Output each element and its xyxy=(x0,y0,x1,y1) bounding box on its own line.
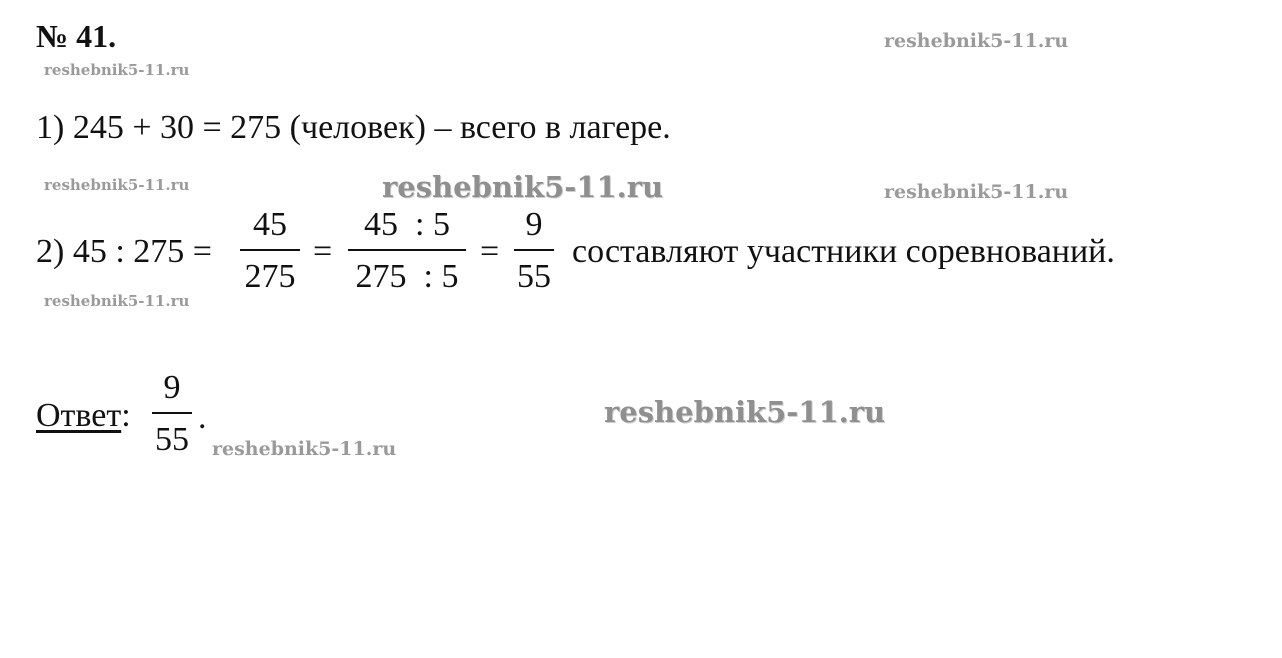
fraction-denominator: 55 xyxy=(155,421,189,458)
fraction-denominator: 275 xyxy=(244,258,296,295)
fraction-reduction xyxy=(348,205,466,297)
watermark-left-mid: reshebnik5-11.ru xyxy=(44,176,190,194)
watermark-left-low: reshebnik5-11.ru xyxy=(44,292,190,310)
fraction-denominator: 55 xyxy=(517,258,551,295)
answer-colon: : xyxy=(121,397,131,434)
watermark-answer-small: reshebnik5-11.ru xyxy=(212,438,397,460)
answer-label-row xyxy=(36,396,131,436)
fraction-numerator: 45 xyxy=(253,206,287,243)
answer-label: Ответ xyxy=(36,397,122,434)
step-1-line: 1) 245 + 30 = 275 (человек) – всего в лагере. xyxy=(36,109,671,146)
watermark-top-right: reshebnik5-11.ru xyxy=(884,30,1069,52)
watermark-center-big: reshebnik5-11.ru xyxy=(382,170,664,204)
fraction-9-over-55 xyxy=(514,205,554,297)
watermark-answer-big: reshebnik5-11.ru xyxy=(604,395,886,429)
step-2-suffix: составляют участники соревнований. xyxy=(572,233,1115,270)
equals-sign-2: = xyxy=(480,233,500,270)
fraction-denominator: 275 : 5 xyxy=(355,258,459,295)
fraction-numerator: 9 xyxy=(163,369,181,406)
fraction-45-over-275 xyxy=(240,205,300,297)
watermark-below-title: reshebnik5-11.ru xyxy=(44,61,190,79)
answer-fraction xyxy=(152,368,192,460)
equals-sign-1: = xyxy=(313,233,333,270)
fraction-numerator: 9 xyxy=(525,206,543,243)
watermark-right-mid: reshebnik5-11.ru xyxy=(884,181,1069,203)
problem-number: № 41. xyxy=(36,18,117,54)
answer-period: . xyxy=(198,399,207,436)
step-2-prefix: 2) 45 : 275 = xyxy=(36,233,212,270)
fraction-numerator: 45 : 5 xyxy=(364,206,450,243)
